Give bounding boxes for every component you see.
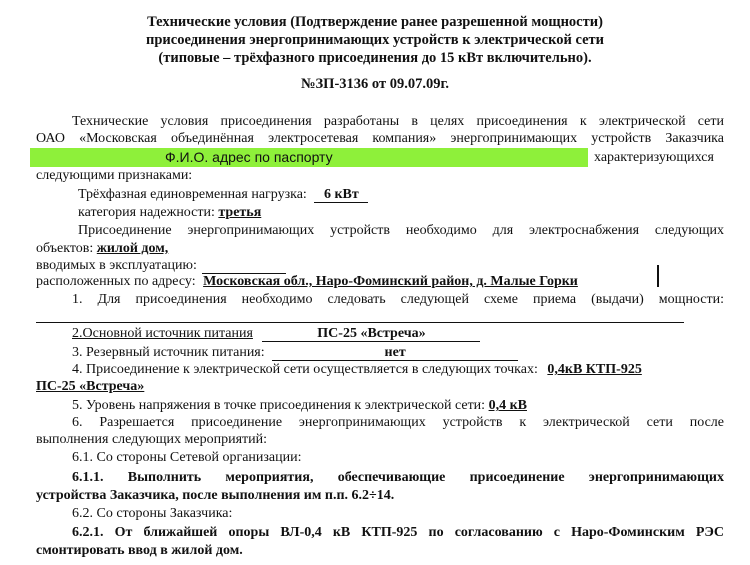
reliability-label: категория надежности: xyxy=(78,205,215,220)
item-1: 1. Для присоединения необходимо следовать следующей схеме приема (выдачи) мощности: xyxy=(72,292,724,307)
load-row xyxy=(78,187,368,203)
intro-line-3-end: характеризующихся xyxy=(594,150,714,165)
address-label: расположенных по адресу: xyxy=(36,274,196,289)
item-2-value: ПС-25 «Встреча» xyxy=(262,327,480,342)
item-4-value-1: 0,4кВ КТП-925 xyxy=(547,362,642,377)
purpose-value: жилой дом, xyxy=(96,241,169,256)
intro-line-4: следующими признаками: xyxy=(36,168,193,183)
title-line-2: присоединения энергопринимающих устройств к электрической сети xyxy=(145,32,604,48)
document-number: №ЗП-3136 от 09.07.09г. xyxy=(300,76,450,92)
title-line-1: Технические условия (Подтверждение ранее разрешенной мощности) xyxy=(147,14,603,30)
margin-mark xyxy=(657,265,659,287)
item-2-label: 2.Основной источник питания xyxy=(72,326,253,341)
address-value: Московская обл., Наро-Фоминский район, д. Малые Горки xyxy=(203,274,578,289)
purpose-line-1: Присоединение энергопринимающих устройств необходимо для электроснабжения следующих xyxy=(78,223,724,238)
reliability-row xyxy=(78,205,261,221)
item-5-value: 0,4 кВ xyxy=(488,398,527,413)
item-6-line-2: выполнения следующих мероприятий: xyxy=(36,432,268,447)
item-6-1: 6.1. Со стороны Сетевой организации: xyxy=(72,450,302,465)
title-line-3: (типовые – трёхфазного присоединения до 15 кВт включительно). xyxy=(158,50,592,66)
reliability-value: третья xyxy=(218,205,262,220)
item-5-row xyxy=(72,398,527,414)
item-4-row xyxy=(72,362,642,378)
item-3-value: нет xyxy=(272,346,518,361)
item-6-2-1-line-2: смонтировать ввод в жилой дом. xyxy=(36,543,243,558)
item-5-label: 5. Уровень напряжения в точке присоединения к электрической сети: xyxy=(72,398,486,413)
item-4-text: 4. Присоединение к электрической сети осуществляется в следующих точках: xyxy=(72,362,538,377)
intro-line-1: Технические условия присоединения разработаны в целях присоединения к электрической сети xyxy=(72,114,724,129)
item-6-line-1: 6. Разрешается присоединение энергопринимающих устройств к электрической сети после xyxy=(72,415,724,430)
item-6-1-1-line-2: устройства Заказчика, после выполнения им п.п. 6.2÷14. xyxy=(36,488,395,503)
item-4-value-2: ПС-25 «Встреча» xyxy=(36,379,145,394)
commissioning-label: вводимых в эксплуатацию: xyxy=(36,258,197,273)
item-2-row xyxy=(72,326,480,342)
purpose-label: объектов: xyxy=(36,241,94,256)
load-label: Трёхфазная единовременная нагрузка: xyxy=(78,187,307,202)
load-value: 6 кВт xyxy=(314,188,368,203)
address-row xyxy=(36,274,578,290)
item-3-label: 3. Резервный источник питания: xyxy=(72,345,265,360)
item-3-row xyxy=(72,345,518,361)
item-1-blank-line xyxy=(36,322,684,323)
intro-line-2: ОАО «Московская объединённая электросетевая компания» энергопринимающих устройств Заказчика xyxy=(36,131,724,146)
item-6-2: 6.2. Со стороны Заказчика: xyxy=(72,506,233,521)
purpose-row xyxy=(36,241,168,257)
highlight-text: Ф.И.О. адрес по паспорту xyxy=(165,149,333,165)
highlighted-name-field xyxy=(30,148,588,167)
commissioning-row xyxy=(36,258,286,274)
item-6-1-1-line-1: 6.1.1. Выполнить мероприятия, обеспечивающие присоединение энергопринимающих xyxy=(72,470,724,485)
item-6-2-1-line-1: 6.2.1. От ближайшей опоры ВЛ-0,4 кВ КТП-925 по согласованию с Наро-Фоминским РЭС xyxy=(72,525,724,540)
